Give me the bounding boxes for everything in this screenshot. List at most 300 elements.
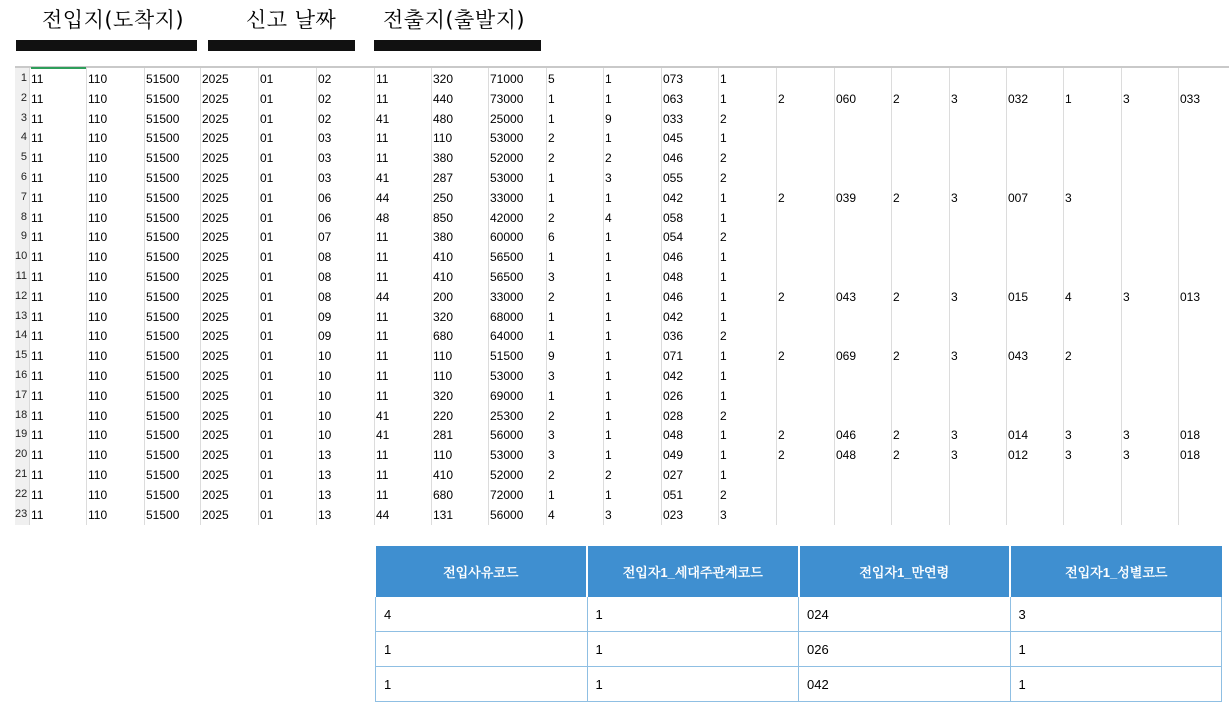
data-cell[interactable]: 2025 <box>202 289 229 304</box>
data-cell[interactable]: 73000 <box>490 91 524 106</box>
data-cell[interactable]: 3 <box>548 428 555 443</box>
data-cell[interactable]: 02 <box>318 111 332 126</box>
preview-cell[interactable]: 1 <box>587 632 799 667</box>
data-cell[interactable]: 043 <box>836 289 857 304</box>
data-cell[interactable]: 3 <box>548 369 555 383</box>
data-cell[interactable]: 11 <box>31 369 44 383</box>
preview-cell[interactable]: 1 <box>376 632 588 667</box>
data-cell[interactable]: 110 <box>88 151 108 166</box>
data-cell[interactable]: 51500 <box>146 349 180 364</box>
preview-cell[interactable]: 1 <box>376 667 588 702</box>
data-cell[interactable]: 1 <box>548 190 555 205</box>
data-cell[interactable]: 1 <box>605 250 612 265</box>
data-cell[interactable]: 3 <box>605 507 612 522</box>
data-cell[interactable]: 4 <box>1065 289 1072 304</box>
data-cell[interactable]: 2025 <box>202 388 229 403</box>
data-cell[interactable]: 01 <box>260 388 274 403</box>
data-cell[interactable]: 1 <box>720 289 727 304</box>
data-cell[interactable]: 25300 <box>490 408 524 423</box>
data-cell[interactable]: 9 <box>605 111 612 126</box>
data-cell[interactable]: 850 <box>433 210 454 225</box>
data-cell[interactable]: 3 <box>951 448 958 463</box>
data-cell[interactable]: 01 <box>260 250 274 265</box>
data-cell[interactable]: 1 <box>720 369 727 383</box>
data-cell[interactable]: 036 <box>663 329 684 344</box>
data-cell[interactable]: 11 <box>376 448 389 463</box>
data-cell[interactable]: 110 <box>88 270 108 284</box>
data-cell[interactable]: 1 <box>605 309 612 324</box>
data-cell[interactable]: 11 <box>31 270 44 284</box>
data-cell[interactable]: 2 <box>548 468 555 482</box>
data-cell[interactable]: 110 <box>88 329 108 344</box>
data-cell[interactable]: 1 <box>605 91 612 106</box>
data-cell[interactable]: 2 <box>605 468 612 482</box>
data-cell[interactable]: 2 <box>720 230 727 245</box>
data-cell[interactable]: 69000 <box>490 388 524 403</box>
data-cell[interactable]: 68000 <box>490 309 524 324</box>
data-cell[interactable]: 51500 <box>146 72 180 86</box>
data-cell[interactable]: 1 <box>548 388 555 403</box>
preview-cell[interactable]: 3 <box>1010 597 1222 632</box>
data-cell[interactable]: 680 <box>433 487 454 502</box>
data-cell[interactable]: 53000 <box>490 171 524 185</box>
data-row[interactable] <box>15 109 1229 129</box>
data-cell[interactable]: 110 <box>88 448 108 463</box>
data-cell[interactable]: 1 <box>605 388 612 403</box>
data-sheet[interactable] <box>15 66 1229 526</box>
data-cell[interactable]: 09 <box>318 309 332 324</box>
data-cell[interactable]: 110 <box>88 210 108 225</box>
data-cell[interactable]: 10 <box>318 428 332 443</box>
data-cell[interactable]: 026 <box>663 388 684 403</box>
data-cell[interactable]: 110 <box>88 349 108 364</box>
data-cell[interactable]: 11 <box>376 270 389 284</box>
data-cell[interactable]: 51500 <box>490 349 524 364</box>
data-cell[interactable]: 048 <box>663 270 684 284</box>
data-cell[interactable]: 2025 <box>202 408 229 423</box>
data-cell[interactable]: 027 <box>663 468 684 482</box>
data-cell[interactable]: 60000 <box>490 230 524 245</box>
data-cell[interactable]: 045 <box>663 131 684 146</box>
data-cell[interactable]: 410 <box>433 250 454 265</box>
data-cell[interactable]: 41 <box>376 111 390 126</box>
data-cell[interactable]: 3 <box>1123 91 1130 106</box>
data-cell[interactable]: 01 <box>260 270 274 284</box>
data-cell[interactable]: 110 <box>88 91 108 106</box>
data-cell[interactable]: 2025 <box>202 329 229 344</box>
data-cell[interactable]: 1 <box>720 468 727 482</box>
data-cell[interactable]: 01 <box>260 91 274 106</box>
data-cell[interactable]: 110 <box>88 250 108 265</box>
data-cell[interactable]: 3 <box>548 270 555 284</box>
data-cell[interactable]: 1 <box>720 210 727 225</box>
data-cell[interactable]: 41 <box>376 171 390 185</box>
header-householder-relation-code[interactable]: 전입자1_세대주관계코드 <box>587 546 799 597</box>
data-cell[interactable]: 51500 <box>146 250 180 265</box>
data-cell[interactable]: 320 <box>433 388 454 403</box>
data-cell[interactable]: 680 <box>433 329 454 344</box>
data-cell[interactable]: 2025 <box>202 171 229 185</box>
data-cell[interactable]: 110 <box>88 369 108 383</box>
data-cell[interactable]: 043 <box>1008 349 1029 364</box>
data-cell[interactable]: 09 <box>318 329 332 344</box>
data-cell[interactable]: 2025 <box>202 151 229 166</box>
data-cell[interactable]: 11 <box>31 111 44 126</box>
data-cell[interactable]: 10 <box>318 349 332 364</box>
data-cell[interactable]: 033 <box>663 111 684 126</box>
data-cell[interactable]: 1 <box>605 448 612 463</box>
data-cell[interactable]: 56000 <box>490 428 524 443</box>
data-cell[interactable]: 01 <box>260 131 274 146</box>
data-cell[interactable]: 1 <box>605 369 612 383</box>
data-cell[interactable]: 51500 <box>146 111 180 126</box>
data-row[interactable] <box>15 505 1229 525</box>
header-gender-code[interactable]: 전입자1_성별코드 <box>1010 546 1222 597</box>
data-cell[interactable]: 01 <box>260 72 274 86</box>
data-cell[interactable]: 9 <box>548 349 555 364</box>
data-cell[interactable]: 250 <box>433 190 454 205</box>
data-cell[interactable]: 13 <box>318 448 332 463</box>
data-cell[interactable]: 220 <box>433 408 454 423</box>
data-cell[interactable]: 2 <box>893 448 900 463</box>
data-cell[interactable]: 01 <box>260 468 274 482</box>
data-cell[interactable]: 110 <box>433 349 453 364</box>
data-cell[interactable]: 380 <box>433 230 454 245</box>
data-cell[interactable]: 2 <box>548 289 555 304</box>
data-cell[interactable]: 11 <box>376 329 389 344</box>
data-cell[interactable]: 53000 <box>490 448 524 463</box>
data-cell[interactable]: 1 <box>720 190 727 205</box>
data-cell[interactable]: 33000 <box>490 289 524 304</box>
data-cell[interactable]: 3 <box>951 349 958 364</box>
data-cell[interactable]: 1 <box>605 428 612 443</box>
data-cell[interactable]: 11 <box>31 289 44 304</box>
data-cell[interactable]: 110 <box>433 131 453 146</box>
data-cell[interactable]: 2 <box>778 190 785 205</box>
data-cell[interactable]: 1 <box>720 91 727 106</box>
data-cell[interactable]: 11 <box>31 72 44 86</box>
data-cell[interactable]: 2 <box>605 151 612 166</box>
data-cell[interactable]: 110 <box>88 428 108 443</box>
data-cell[interactable]: 41 <box>376 408 390 423</box>
data-cell[interactable]: 2 <box>548 210 555 225</box>
data-cell[interactable]: 2 <box>720 151 727 166</box>
data-cell[interactable]: 41 <box>376 428 390 443</box>
data-cell[interactable]: 44 <box>376 190 390 205</box>
data-cell[interactable]: 51500 <box>146 91 180 106</box>
data-cell[interactable]: 11 <box>31 468 44 482</box>
data-cell[interactable]: 1 <box>548 111 555 126</box>
data-cell[interactable]: 51500 <box>146 388 180 403</box>
data-cell[interactable]: 110 <box>88 309 108 324</box>
data-cell[interactable]: 028 <box>663 408 684 423</box>
data-row[interactable] <box>15 267 1229 287</box>
data-cell[interactable]: 52000 <box>490 151 524 166</box>
data-cell[interactable]: 200 <box>433 289 454 304</box>
data-cell[interactable]: 046 <box>836 428 857 443</box>
data-cell[interactable]: 2 <box>1065 349 1072 364</box>
data-cell[interactable]: 01 <box>260 487 274 502</box>
data-cell[interactable]: 72000 <box>490 487 524 502</box>
data-cell[interactable]: 2025 <box>202 190 229 205</box>
data-cell[interactable]: 51500 <box>146 369 180 383</box>
data-cell[interactable]: 11 <box>31 507 44 522</box>
data-cell[interactable]: 2 <box>720 408 727 423</box>
data-cell[interactable]: 11 <box>31 487 44 502</box>
data-cell[interactable]: 018 <box>1180 448 1201 463</box>
data-cell[interactable]: 110 <box>88 408 108 423</box>
data-cell[interactable]: 2025 <box>202 309 229 324</box>
data-cell[interactable]: 44 <box>376 507 390 522</box>
data-cell[interactable]: 51500 <box>146 487 180 502</box>
data-row[interactable] <box>15 89 1229 109</box>
data-cell[interactable]: 2 <box>778 91 785 106</box>
data-cell[interactable]: 2 <box>778 428 785 443</box>
data-cell[interactable]: 01 <box>260 349 274 364</box>
data-cell[interactable]: 3 <box>1123 289 1130 304</box>
data-cell[interactable]: 440 <box>433 91 454 106</box>
data-cell[interactable]: 01 <box>260 171 274 185</box>
data-cell[interactable]: 51500 <box>146 428 180 443</box>
data-cell[interactable]: 1 <box>720 309 727 324</box>
data-cell[interactable]: 56500 <box>490 270 524 284</box>
data-cell[interactable]: 11 <box>31 388 44 403</box>
data-cell[interactable]: 1 <box>605 329 612 344</box>
data-cell[interactable]: 110 <box>88 111 108 126</box>
data-cell[interactable]: 1 <box>605 487 612 502</box>
data-cell[interactable]: 1 <box>548 171 555 185</box>
data-cell[interactable]: 2 <box>720 171 727 185</box>
data-cell[interactable]: 10 <box>318 388 332 403</box>
data-cell[interactable]: 058 <box>663 210 684 225</box>
header-age[interactable]: 전입자1_만연령 <box>799 546 1011 597</box>
data-cell[interactable]: 11 <box>31 171 44 185</box>
data-cell[interactable]: 11 <box>376 72 389 86</box>
data-cell[interactable]: 01 <box>260 448 274 463</box>
data-cell[interactable]: 110 <box>433 369 453 383</box>
data-cell[interactable]: 023 <box>663 507 684 522</box>
data-cell[interactable]: 1 <box>720 349 727 364</box>
data-row[interactable] <box>15 326 1229 346</box>
data-cell[interactable]: 054 <box>663 230 684 245</box>
data-cell[interactable]: 11 <box>376 388 389 403</box>
data-cell[interactable]: 11 <box>31 91 44 106</box>
data-cell[interactable]: 48 <box>376 210 390 225</box>
data-cell[interactable]: 01 <box>260 309 274 324</box>
data-cell[interactable]: 13 <box>318 507 332 522</box>
data-cell[interactable]: 042 <box>663 309 684 324</box>
data-cell[interactable]: 2 <box>893 428 900 443</box>
data-cell[interactable]: 08 <box>318 250 332 265</box>
data-cell[interactable]: 07 <box>318 230 332 245</box>
data-cell[interactable]: 2025 <box>202 131 229 146</box>
data-cell[interactable]: 1 <box>720 72 727 86</box>
data-cell[interactable]: 051 <box>663 487 684 502</box>
data-cell[interactable]: 2 <box>720 487 727 502</box>
data-cell[interactable]: 03 <box>318 151 332 166</box>
preview-cell[interactable]: 4 <box>376 597 588 632</box>
data-cell[interactable]: 02 <box>318 72 332 86</box>
data-cell[interactable]: 11 <box>31 428 44 443</box>
data-cell[interactable]: 2 <box>893 190 900 205</box>
data-cell[interactable]: 2 <box>720 111 727 126</box>
data-cell[interactable]: 11 <box>376 369 389 383</box>
data-cell[interactable]: 51500 <box>146 230 180 245</box>
data-cell[interactable]: 046 <box>663 151 684 166</box>
data-cell[interactable]: 01 <box>260 111 274 126</box>
data-cell[interactable]: 3 <box>1065 428 1072 443</box>
preview-cell[interactable]: 026 <box>799 632 1011 667</box>
data-cell[interactable]: 01 <box>260 507 274 522</box>
data-cell[interactable]: 410 <box>433 468 454 482</box>
data-cell[interactable]: 2 <box>893 289 900 304</box>
data-cell[interactable]: 2 <box>720 329 727 344</box>
data-cell[interactable]: 1 <box>605 230 612 245</box>
data-cell[interactable]: 08 <box>318 289 332 304</box>
data-cell[interactable]: 10 <box>318 408 332 423</box>
data-row[interactable] <box>15 425 1229 445</box>
data-row[interactable] <box>15 128 1229 148</box>
data-cell[interactable]: 03 <box>318 171 332 185</box>
data-row[interactable] <box>15 148 1229 168</box>
data-cell[interactable]: 13 <box>318 487 332 502</box>
data-cell[interactable]: 13 <box>318 468 332 482</box>
data-cell[interactable]: 032 <box>1008 91 1029 106</box>
data-cell[interactable]: 51500 <box>146 468 180 482</box>
data-cell[interactable]: 11 <box>376 487 389 502</box>
data-row[interactable] <box>15 208 1229 228</box>
data-cell[interactable]: 08 <box>318 270 332 284</box>
data-cell[interactable]: 1 <box>605 190 612 205</box>
data-cell[interactable]: 2 <box>778 349 785 364</box>
preview-cell[interactable]: 024 <box>799 597 1011 632</box>
data-cell[interactable]: 51500 <box>146 507 180 522</box>
data-row[interactable] <box>15 188 1229 208</box>
data-cell[interactable]: 2 <box>778 289 785 304</box>
data-cell[interactable]: 51500 <box>146 190 180 205</box>
data-cell[interactable]: 02 <box>318 91 332 106</box>
data-cell[interactable]: 015 <box>1008 289 1029 304</box>
data-cell[interactable]: 11 <box>376 309 389 324</box>
data-cell[interactable]: 110 <box>88 289 108 304</box>
data-cell[interactable]: 1 <box>548 309 555 324</box>
data-cell[interactable]: 01 <box>260 151 274 166</box>
data-cell[interactable]: 3 <box>1123 448 1130 463</box>
data-cell[interactable]: 2025 <box>202 428 229 443</box>
data-cell[interactable]: 11 <box>31 131 44 146</box>
data-cell[interactable]: 287 <box>433 171 454 185</box>
data-cell[interactable]: 281 <box>433 428 454 443</box>
data-cell[interactable]: 10 <box>318 369 332 383</box>
data-cell[interactable]: 01 <box>260 210 274 225</box>
data-cell[interactable]: 11 <box>376 349 389 364</box>
preview-cell[interactable]: 1 <box>587 667 799 702</box>
data-cell[interactable]: 51500 <box>146 171 180 185</box>
data-cell[interactable]: 11 <box>376 91 389 106</box>
data-cell[interactable]: 046 <box>663 289 684 304</box>
data-cell[interactable]: 2025 <box>202 468 229 482</box>
data-cell[interactable]: 110 <box>88 468 108 482</box>
data-cell[interactable]: 01 <box>260 190 274 205</box>
data-cell[interactable]: 048 <box>663 428 684 443</box>
data-cell[interactable]: 2025 <box>202 369 229 383</box>
data-cell[interactable]: 110 <box>88 487 108 502</box>
data-cell[interactable]: 007 <box>1008 190 1029 205</box>
data-cell[interactable]: 3 <box>951 428 958 443</box>
data-cell[interactable]: 131 <box>433 507 454 522</box>
data-cell[interactable]: 3 <box>951 190 958 205</box>
data-cell[interactable]: 1 <box>605 349 612 364</box>
data-cell[interactable]: 53000 <box>490 369 524 383</box>
data-cell[interactable]: 1 <box>605 270 612 284</box>
data-cell[interactable]: 51500 <box>146 309 180 324</box>
data-cell[interactable]: 1 <box>605 408 612 423</box>
data-cell[interactable]: 014 <box>1008 428 1029 443</box>
data-cell[interactable]: 11 <box>376 230 389 245</box>
data-cell[interactable]: 01 <box>260 428 274 443</box>
data-cell[interactable]: 51500 <box>146 131 180 146</box>
data-cell[interactable]: 2025 <box>202 72 229 86</box>
data-row[interactable] <box>15 465 1229 485</box>
data-row[interactable] <box>15 485 1229 505</box>
data-cell[interactable]: 2 <box>778 448 785 463</box>
data-cell[interactable]: 51500 <box>146 270 180 284</box>
data-cell[interactable]: 51500 <box>146 289 180 304</box>
header-transfer-reason-code[interactable]: 전입사유코드 <box>376 546 588 597</box>
data-row[interactable] <box>15 386 1229 406</box>
data-cell[interactable]: 11 <box>31 329 44 344</box>
data-cell[interactable]: 071 <box>663 349 684 364</box>
data-cell[interactable]: 03 <box>318 131 332 146</box>
data-cell[interactable]: 2 <box>548 131 555 146</box>
data-cell[interactable]: 046 <box>663 250 684 265</box>
data-cell[interactable]: 1 <box>720 131 727 146</box>
data-cell[interactable]: 51500 <box>146 329 180 344</box>
data-cell[interactable]: 71000 <box>490 72 524 86</box>
data-cell[interactable]: 4 <box>548 507 555 522</box>
data-cell[interactable]: 2025 <box>202 270 229 284</box>
data-cell[interactable]: 01 <box>260 230 274 245</box>
data-cell[interactable]: 11 <box>31 210 44 225</box>
data-cell[interactable]: 110 <box>88 190 108 205</box>
data-cell[interactable]: 1 <box>720 388 727 403</box>
data-cell[interactable]: 110 <box>88 171 108 185</box>
data-cell[interactable]: 11 <box>31 151 44 166</box>
data-cell[interactable]: 56000 <box>490 507 524 522</box>
data-cell[interactable]: 11 <box>31 448 44 463</box>
data-cell[interactable]: 2025 <box>202 487 229 502</box>
data-cell[interactable]: 11 <box>376 151 389 166</box>
data-row[interactable] <box>15 346 1229 366</box>
data-cell[interactable]: 11 <box>376 131 389 146</box>
data-cell[interactable]: 2025 <box>202 91 229 106</box>
data-cell[interactable]: 11 <box>31 309 44 324</box>
data-cell[interactable]: 1 <box>605 131 612 146</box>
preview-cell[interactable]: 1 <box>587 597 799 632</box>
data-cell[interactable]: 51500 <box>146 408 180 423</box>
data-cell[interactable]: 1 <box>548 250 555 265</box>
data-cell[interactable]: 2025 <box>202 448 229 463</box>
data-row[interactable] <box>15 287 1229 307</box>
data-cell[interactable]: 51500 <box>146 151 180 166</box>
data-cell[interactable]: 110 <box>88 388 108 403</box>
data-cell[interactable]: 11 <box>31 349 44 364</box>
data-cell[interactable]: 42000 <box>490 210 524 225</box>
data-cell[interactable]: 51500 <box>146 448 180 463</box>
data-cell[interactable]: 042 <box>663 369 684 383</box>
data-cell[interactable]: 320 <box>433 309 454 324</box>
data-cell[interactable]: 1 <box>720 270 727 284</box>
